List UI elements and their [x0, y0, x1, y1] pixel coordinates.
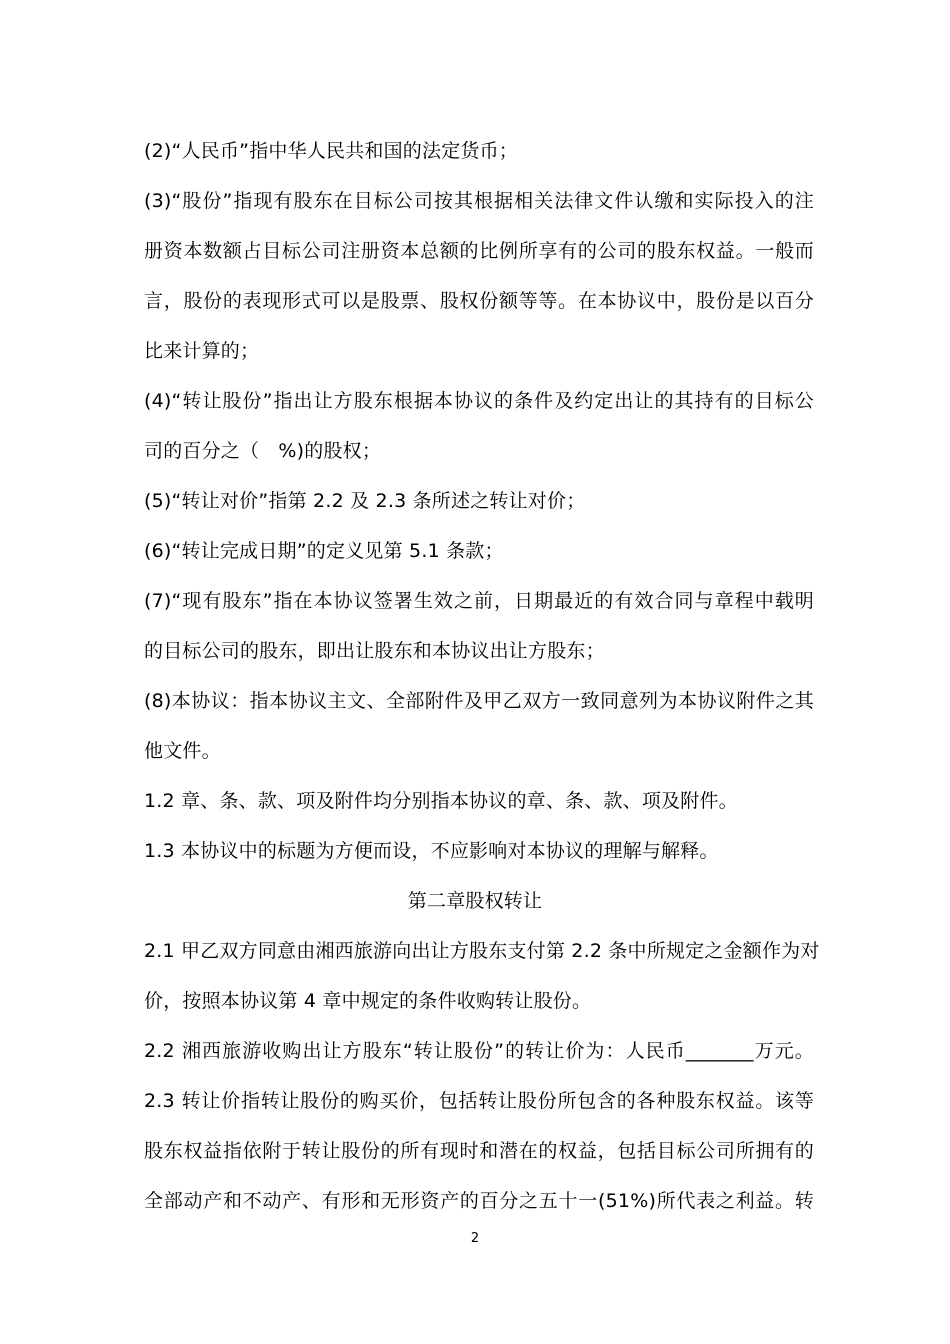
definition-6-line: (6)“转让完成日期”的定义见第 5.1 条款；	[144, 540, 504, 562]
definition-7-line-1: (7)“现有股东”指在本协议签署生效之前，日期最近的有效合同与章程中载明	[144, 590, 814, 612]
clause-2-1-line-1: 2.1 甲乙双方同意由湘西旅游向出让方股东支付第 2.2 条中所规定之金额作为对	[144, 940, 820, 962]
chapter-2-heading: 第二章股权转让	[407, 890, 543, 912]
definition-8-line-2: 他文件。	[144, 740, 221, 762]
clause-2-2: 2.2 湘西旅游收购出让方股东“转让股份”的转让价为：人民币_______万元。	[144, 1040, 814, 1062]
clause-1-3: 1.3 本协议中的标题为方便而设，不应影响对本协议的理解与解释。	[144, 840, 719, 862]
clause-2-3-line-2: 股东权益指依附于转让股份的所有现时和潜在的权益，包括目标公司所拥有的	[144, 1140, 814, 1162]
definition-2-line: (2)“人民币”指中华人民共和国的法定货币；	[144, 140, 519, 162]
clause-2-3-line-1: 2.3 转让价指转让股份的购买价，包括转让股份所包含的各种股东权益。该等	[144, 1090, 814, 1112]
definition-8-line-1: (8)本协议：指本协议主文、全部附件及甲乙双方一致同意列为本协议附件之其	[144, 690, 814, 712]
definition-5-line: (5)“转让对价”指第 2.2 及 2.3 条所述之转让对价；	[144, 490, 586, 512]
clause-2-1-line-2: 价，按照本协议第 4 章中规定的条件收购转让股份。	[144, 990, 592, 1012]
definition-7-line-2: 的目标公司的股东，即出让股东和本协议出让方股东；	[144, 640, 605, 662]
definition-4-line-1: (4)“转让股份”指出让方股东根据本协议的条件及约定出让的其持有的目标公	[144, 390, 814, 412]
definition-3-line-2: 册资本数额占目标公司注册资本总额的比例所享有的公司的股东权益。一般而	[144, 240, 814, 262]
definition-4-line-2: 司的百分之（ %)的股权；	[144, 440, 382, 462]
definition-3-line-1: (3)“股份”指现有股东在目标公司按其根据相关法律文件认缴和实际投入的注	[144, 190, 814, 212]
clause-2-3-line-3: 全部动产和不动产、有形和无形资产的百分之五十一(51%)所代表之利益。转	[144, 1190, 814, 1212]
page-number: 2	[470, 1231, 480, 1246]
definition-3-line-3: 言，股份的表现形式可以是股票、股权份额等等。在本协议中，股份是以百分	[144, 290, 814, 312]
definition-3-line-4: 比来计算的；	[144, 340, 260, 362]
clause-1-2: 1.2 章、条、款、项及附件均分别指本协议的章、条、款、项及附件。	[144, 790, 738, 812]
